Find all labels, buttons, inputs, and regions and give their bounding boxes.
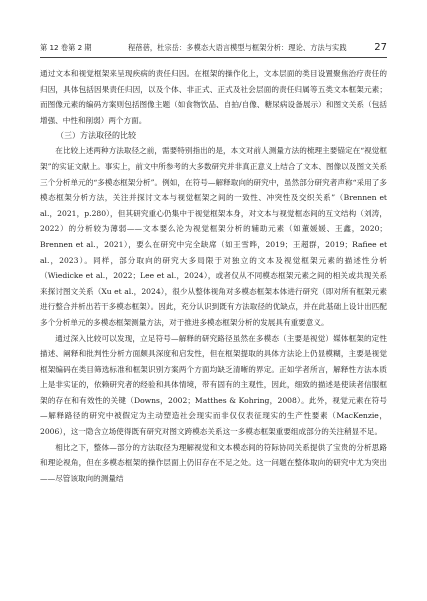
paragraph: 在比较上述两种方法取径之前，需要特别指出的是，本文对前人测量方法的梳理主要锚定在“视觉框架”的实证文献上。事实上，前文中所参考的大多数研究并非真正意义上结合了文本、图像以及图文关系三个分析单元的“多模态框架分析”。例如，在符号—解释取向的研究中，虽然部分研究者声称“采用了多模态框架分析方法，关注并探讨文本与视觉框架之间的一致性、冲突性及交织关系”（Brennen et al.，2021，p.280），但其研究重心仍集中于视觉框架本身，对文本与视觉框态间的互文结构（刘涛，2022）的分析较为薄弱——文本要么沦为视觉框架分析的辅助元素（如董媛媛、王鑫，2020；Brennen et al.，2021），要么在研究中完全缺席（如王雪晔，2019；王超群，2019；Rafiee et al.，2023）。同样，部分取向的研究大多局限于对独立的文本及视觉框架元素的描述性分析（Wiedicke et al.，2022；Lee et al.，2024），或者仅从不同模态框架元素之间的相关或共现关系来探讨图文关系（Xu et al.，2024），很少从整体视角对多模态框架本体进行研究（即对所有框架元素进行整合并析出若干多模态框架）。因此，充分认识到既有方法取径的优缺点，并在此基础上设计出匹配多个分析单元的多模态框架测量方法，对于推进多模态框架分析的发展具有重要意义。: [40, 146, 387, 327]
header-rule: [40, 57, 387, 58]
running-title: 程蓓蓓，杜宗岳：多模态大语言模型与框架分析：理论、方法与实践: [128, 43, 347, 52]
paragraph: 通过文本和视觉框架来呈现疾病的责任归因。在框架的操作化上，文本层面的类目设置聚焦治疗责任的归因，具体包括因果责任归因，以及个体、非正式、正式及社会层面的责任归属等五类文本框架元素；而图像元素的编码方案则包括图像主题（如食物饮品、自拍/自像、糖尿病设备展示）和图文关系（包括增强、中性和削弱）两个方面。: [40, 69, 387, 125]
body-text: [40, 66, 387, 486]
page-number: 27: [374, 42, 387, 53]
section-heading: （三）方法取径的比较: [56, 131, 136, 141]
running-header: [40, 40, 387, 56]
paragraph: 相比之下，整体—部分的方法取径为理解视觉和文本模态间的符际协同关系提供了宝贵的分析思路和理论视角，但在多模态框架的操作层面上仍旧存在不足之处。这一问题在整体取向的研究中尤为突出——尽管该取向的测量结: [40, 442, 387, 483]
issue-label: 第 12 卷第 2 期: [40, 43, 92, 52]
paragraph: 通过深入比较可以发现，立足符号—解释的研究路径虽然在多模态（主要是视觉）媒体框架的定性描述、阐释和批判性分析方面颇具深度和启发性，但在框架提取的具体方法论上仍显模糊，主要是视觉框架编码在类目筛选标准和框架识别方案两个方面均缺乏清晰的界定。正如学者所言，解释性方法本质上是非实证的，依赖研究者的经验和具体情境，带有固有的主观性，因此，细致的描述是使读者信服框架的存在和有效性的关键（Downs，2002；Matthes & Kohring，2008）。此外，视觉元素在符号—解释路径的研究中被假定为主动塑造社会现实而非仅仅表征现实的生产性要素（MacKenzie，2006），这一隐含立场使得既有研究对图文跨模态关系这一多模态框架重要组成部分的关注稍显不足。: [40, 333, 387, 437]
